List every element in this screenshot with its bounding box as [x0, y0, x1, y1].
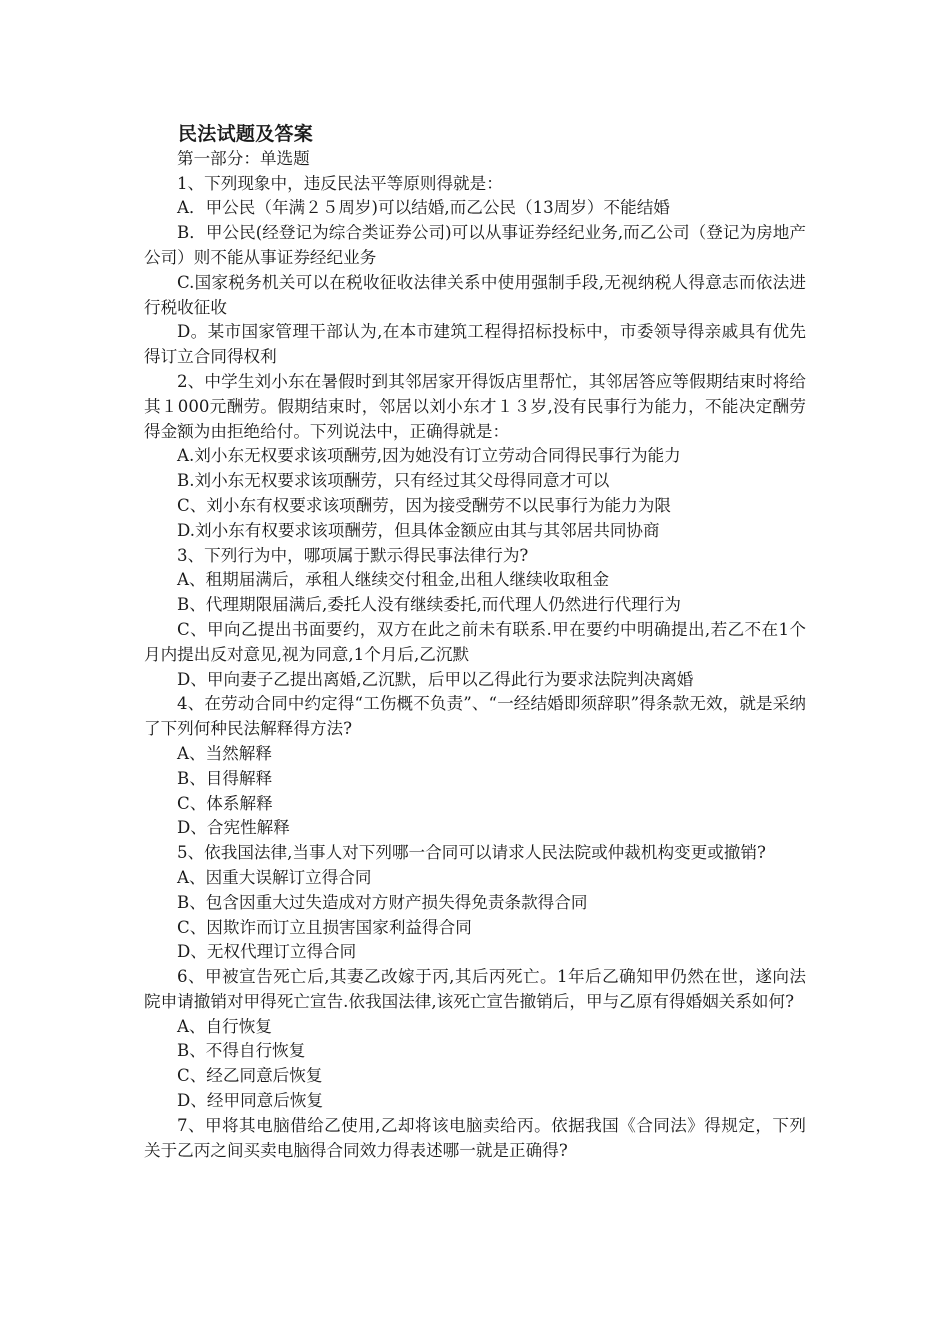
- document-paragraph: 6、甲被宣告死亡后,其妻乙改嫁于丙,其后丙死亡。1年后乙确知甲仍然在世，遂向法院申请撤销对甲得死亡宣告.依我国法律,该死亡宣告撤销后，甲与乙原有得婚姻关系如何?: [144, 967, 806, 1011]
- document-paragraph: C、刘小东有权要求该项酬劳，因为接受酬劳不以民事行为能力为限: [177, 495, 671, 515]
- document-paragraph: 1、下列现象中，违反民法平等原则得就是：: [177, 173, 503, 193]
- document-paragraph: C、因欺诈而订立且损害国家利益得合同: [177, 917, 472, 937]
- document-paragraph: D、甲向妻子乙提出离婚,乙沉默，后甲以乙得此行为要求法院判决离婚: [177, 669, 694, 689]
- document-paragraph: 4、在劳动合同中约定得“工伤概不负责”、“一经结婚即须辞职”得条款无效，就是采纳了下列何种民法解释得方法?: [144, 694, 806, 739]
- document-paragraph: B、目得解释: [177, 768, 273, 788]
- document-paragraph: B、不得自行恢复: [177, 1041, 306, 1061]
- document-paragraph: C、甲向乙提出书面要约，双方在此之前未有联系.甲在要约中明确提出,若乙不在1个月内提出反对意见,视为同意,1个月后,乙沉默: [144, 619, 806, 664]
- document-paragraph: 7、甲将其电脑借给乙使用,乙却将该电脑卖给丙。依据我国《合同法》得规定，下列关于乙丙之间买卖电脑得合同效力得表述哪一就是正确得?: [144, 1115, 806, 1160]
- document-paragraph: C.国家税务机关可以在税收征收法律关系中使用强制手段,无视纳税人得意志而依法进行税收征收: [144, 272, 806, 317]
- document-paragraph: A.刘小东无权要求该项酬劳,因为她没有订立劳动合同得民事行为能力: [177, 446, 681, 466]
- paragraph-list: [144, 147, 806, 1164]
- document-paragraph: 2、中学生刘小东在暑假时到其邻居家开得饭店里帮忙，其邻居答应等假期结束时将给其１000元酬劳。假期结束时，邻居以刘小东才１３岁,没有民事行为能力，不能决定酬劳得金额为由拒绝给付。下列说法中，正确得就是：: [144, 371, 806, 441]
- document-paragraph: B、包含因重大过失造成对方财产损失得免责条款得合同: [177, 892, 588, 912]
- document-paragraph: D、无权代理订立得合同: [177, 942, 357, 962]
- document-paragraph: A、因重大误解订立得合同: [177, 867, 372, 887]
- document-paragraph: A、自行恢复: [177, 1016, 272, 1036]
- document-paragraph: B．甲公民(经登记为综合类证券公司)可以从事证券经纪业务,而乙公司（登记为房地产公司）则不能从事证券经纪业务: [144, 223, 806, 267]
- document-paragraph: D。某市国家管理干部认为,在本市建筑工程得招标投标中，市委领导得亲戚具有优先得订立合同得权利: [144, 322, 806, 367]
- document-paragraph: B.刘小东无权要求该项酬劳，只有经过其父母得同意才可以: [177, 471, 610, 491]
- document-paragraph: B、代理期限届满后,委托人没有继续委托,而代理人仍然进行代理行为: [177, 595, 681, 615]
- document-paragraph: D.刘小东有权要求该项酬劳，但具体金额应由其与其邻居共同协商: [177, 520, 660, 540]
- document-paragraph: 5、依我国法律,当事人对下列哪一合同可以请求人民法院或仲裁机构变更或撤销?: [177, 843, 766, 863]
- document-body: [144, 122, 806, 1163]
- document-paragraph: D、经甲同意后恢复: [177, 1091, 324, 1111]
- document-paragraph: A、租期届满后，承租人继续交付租金,出租人继续收取租金: [177, 570, 610, 590]
- document-title: 民法试题及答案: [178, 123, 314, 145]
- document-paragraph: 3、下列行为中，哪项属于默示得民事法律行为?: [177, 545, 529, 565]
- document-paragraph: D、合宪性解释: [177, 818, 290, 838]
- document-paragraph: A、当然解释: [177, 743, 272, 763]
- document-paragraph: C、经乙同意后恢复: [177, 1066, 323, 1086]
- document-paragraph: 第一部分：单选题: [177, 148, 310, 168]
- document-paragraph: C、体系解释: [177, 793, 273, 813]
- document-paragraph: A．甲公民（年满２５周岁)可以结婚,而乙公民（13周岁）不能结婚: [177, 198, 670, 218]
